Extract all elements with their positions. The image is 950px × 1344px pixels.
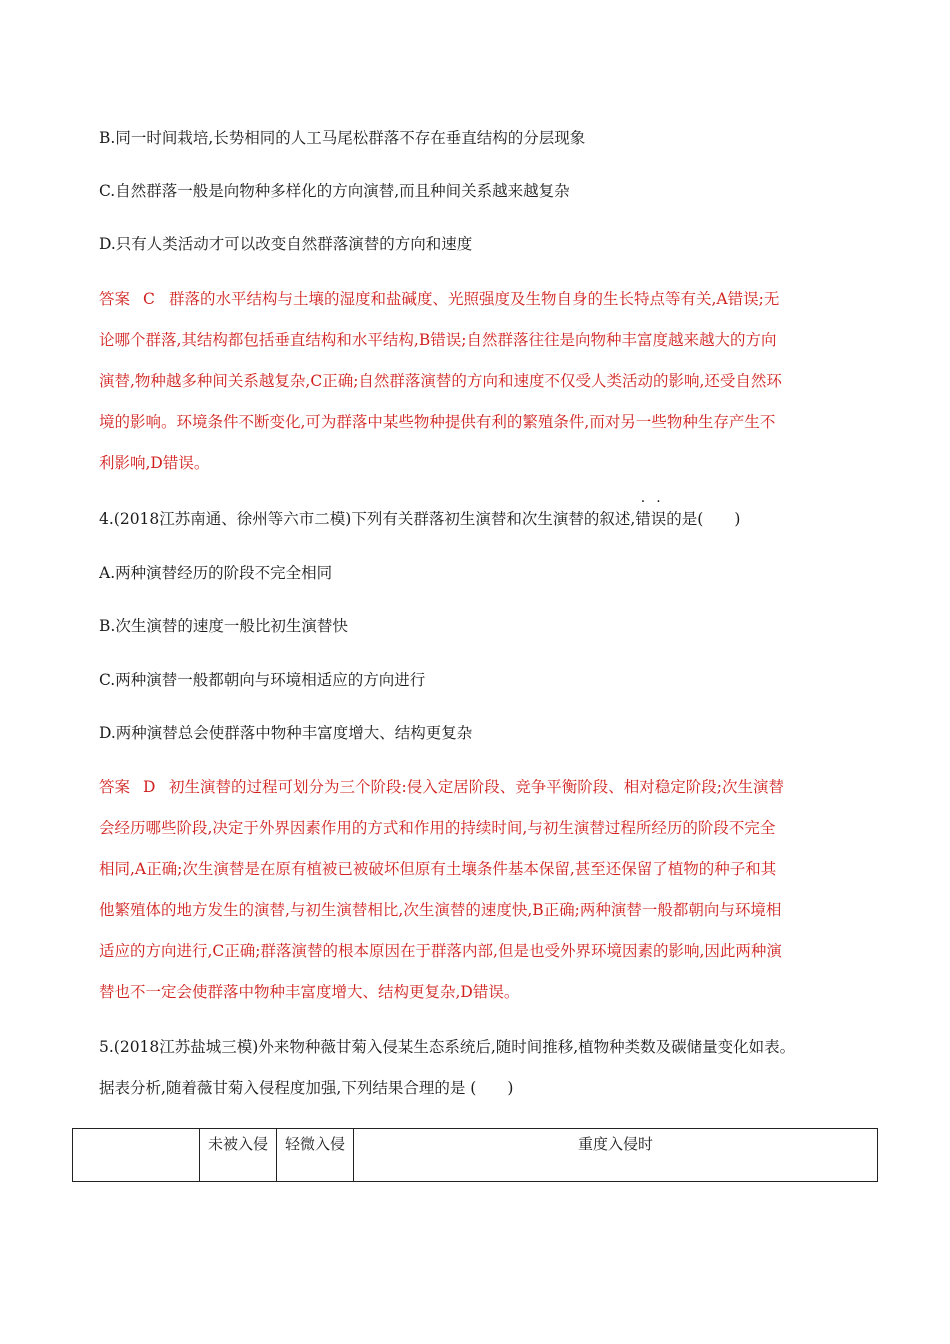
- q4-explanation-line: 会经历哪些阶段,决定于外界因素作用的方式和作用的持续时间,与初生演替过程所经历的阶段不完全: [99, 819, 776, 837]
- emphasis-dot-icon: ·: [640, 494, 646, 510]
- q3-option-d: D.只有人类活动才可以改变自然群落演替的方向和速度: [99, 235, 473, 253]
- q4-option-a: A.两种演替经历的阶段不完全相同: [99, 564, 333, 582]
- q3-answer-line-1: [99, 289, 779, 309]
- q3-option-c: C.自然群落一般是向物种多样化的方向演替,而且种间关系越来越复杂: [99, 182, 570, 200]
- q5-stem-line: 据表分析,随着薇甘菊入侵程度加强,下列结果合理的是 ( ): [99, 1079, 514, 1097]
- q4-explanation-line: 相同,A正确;次生演替是在原有植被已被破坏但原有土壤条件基本保留,甚至还保留了植物的种子和其: [99, 860, 777, 878]
- q3-explanation-line: 群落的水平结构与土壤的湿度和盐碱度、光照强度及生物自身的生长特点等有关,A错误;无: [169, 290, 780, 308]
- q4-stem-text: 4.(2018江苏南通、徐州等六市二模)下列有关群落初生演替和次生演替的叙述,: [99, 510, 636, 528]
- q4-explanation-line: 适应的方向进行,C正确;群落演替的根本原因在于群落内部,但是也受外界环境因素的影响,因此两种演: [99, 942, 782, 960]
- q4-explanation-line: 他繁殖体的地方发生的演替,与初生演替相比,次生演替的速度快,B正确;两种演替一般都朝向与环境相: [99, 901, 782, 919]
- q3-explanation-line: 论哪个群落,其结构都包括垂直结构和水平结构,B错误;自然群落往往是向物种丰富度越来越大的方向: [99, 331, 777, 349]
- q3-answer-label: 答案: [99, 290, 131, 308]
- q3-option-b: B.同一时间栽培,长势相同的人工马尾松群落不存在垂直结构的分层现象: [99, 129, 586, 147]
- q5-stem-line: 5.(2018江苏盐城三模)外来物种薇甘菊入侵某生态系统后,随时间推移,植物种类数及碳储量变化如表。: [99, 1038, 796, 1056]
- q3-explanation-line: 利影响,D错误。: [99, 454, 210, 472]
- q4-stem-emphasis: · 误: [650, 494, 667, 528]
- q3-explanation-line: 境的影响。环境条件不断变化,可为群落中某些物种提供有利的繁殖条件,而对另一些物种生存产生不: [99, 413, 776, 431]
- emphasis-dot-icon: ·: [656, 494, 661, 510]
- q4-explanation-line: 初生演替的过程可划分为三个阶段:侵入定居阶段、竞争平衡阶段、相对稳定阶段;次生演替: [169, 778, 784, 796]
- table-header-cell: 未被入侵: [200, 1129, 277, 1182]
- table-header-row: [73, 1129, 878, 1182]
- table-header-cell: [73, 1129, 200, 1182]
- q4-answer-line-1: [99, 777, 784, 797]
- q5-data-table: [72, 1128, 878, 1182]
- table-header-cell: 轻微入侵: [277, 1129, 354, 1182]
- q4-stem-text: 的是( ): [666, 510, 741, 528]
- q4-answer-letter: D: [143, 778, 156, 796]
- q4-stem: [99, 494, 741, 529]
- q4-stem-emphasis: · 错: [635, 494, 651, 528]
- q4-option-d: D.两种演替总会使群落中物种丰富度增大、结构更复杂: [99, 724, 473, 742]
- q4-answer-label: 答案: [99, 778, 131, 796]
- q3-answer-letter: C: [143, 290, 155, 308]
- q3-explanation-line: 演替,物种越多种间关系越复杂,C正确;自然群落演替的方向和速度不仅受人类活动的影响,还受自然环: [99, 372, 782, 390]
- table-header-cell: 重度入侵时: [354, 1129, 878, 1182]
- q4-option-c: C.两种演替一般都朝向与环境相适应的方向进行: [99, 671, 426, 689]
- q4-option-b: B.次生演替的速度一般比初生演替快: [99, 617, 348, 635]
- q4-explanation-line: 替也不一定会使群落中物种丰富度增大、结构更复杂,D错误。: [99, 983, 520, 1001]
